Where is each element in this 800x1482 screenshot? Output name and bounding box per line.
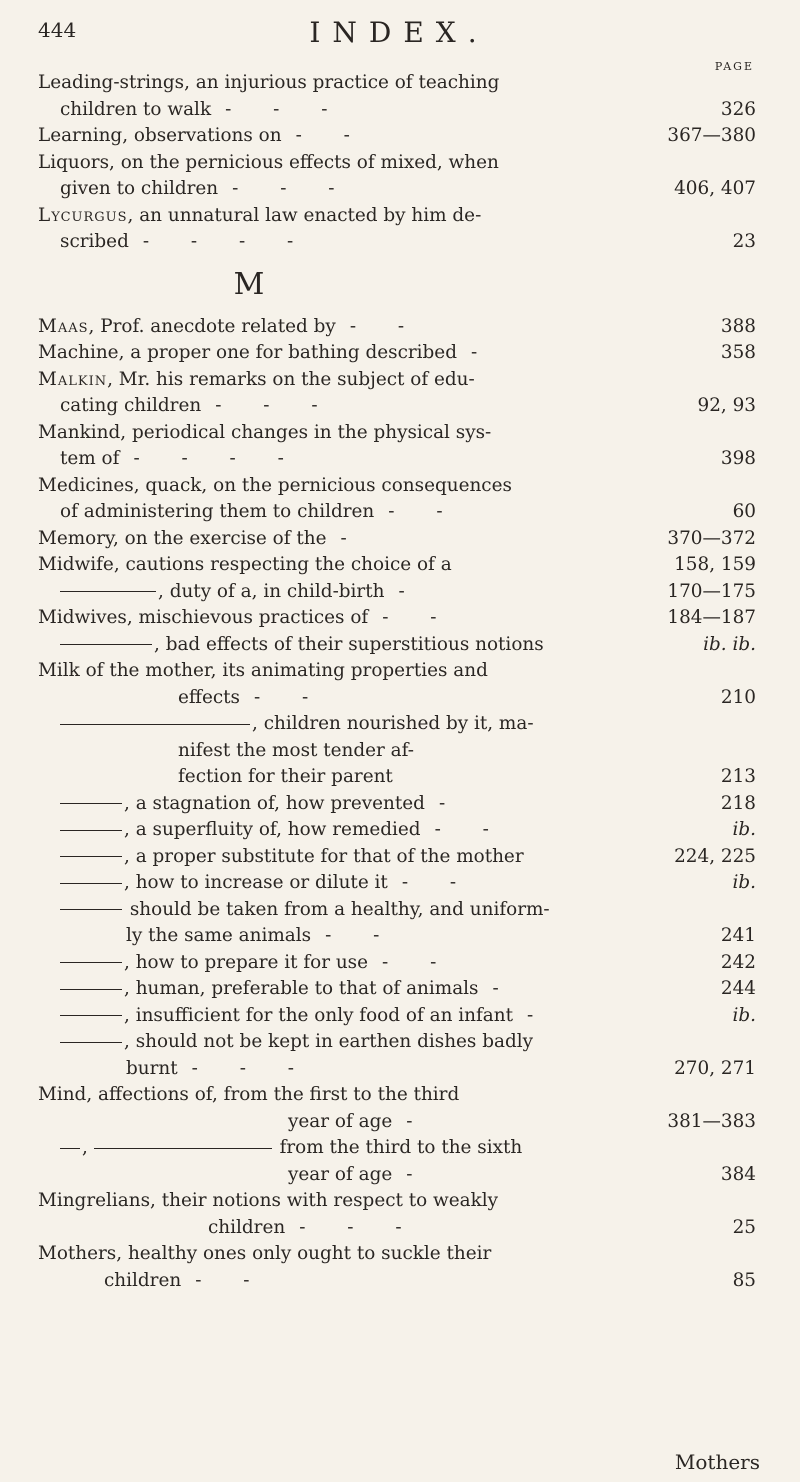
index-subentry: , how to increase or dilute it - - ib. xyxy=(38,870,760,897)
page-ref: 85 xyxy=(732,1269,756,1291)
page-ref: 370—372 xyxy=(667,527,756,549)
index-entry: Maas, Prof. anecdote related by - - 388 xyxy=(38,314,760,341)
index-entry: Memory, on the exercise of the - 370—372 xyxy=(38,526,760,553)
index-subentry: , insufficient for the only food of an infant - ib. xyxy=(38,1003,760,1030)
page-ref: 381—383 xyxy=(667,1110,756,1132)
index-entry: Midwife, cautions respecting the choice of a 158, 159 xyxy=(38,552,760,579)
index-subentry: , from the third to the sixth year of age - 384 xyxy=(38,1135,760,1188)
page-ref: 92, 93 xyxy=(697,395,756,416)
index-subentry: , children nourished by it, ma- nifest the most tender af- fection for their parent 213 xyxy=(38,711,760,791)
index-subentry: , duty of a, in child-birth - 170—175 xyxy=(38,579,760,606)
index-subentry: , bad effects of their superstitious notions ib. ib. xyxy=(38,632,760,659)
index-entries xyxy=(38,70,760,1294)
page-ref: ib. ib. xyxy=(703,633,756,655)
index-entry: Medicines, quack, on the pernicious consequences of administering them to children - - 60 xyxy=(38,473,760,526)
index-entry: Machine, a proper one for bathing described - 358 xyxy=(38,340,760,367)
index-subentry: , should not be kept in earthen dishes badly burnt - - - 270, 271 xyxy=(38,1029,760,1082)
index-entry: Lycurgus, an unnatural law enacted by him de- scribed - - - - 23 xyxy=(38,203,760,256)
index-entry: Mind, affections of, from the first to the third year of age - 381—383 xyxy=(38,1082,760,1135)
page-ref: 406, 407 xyxy=(674,178,756,199)
page-ref: 213 xyxy=(720,766,756,787)
index-entry: Learning, observations on - - 367—380 xyxy=(38,123,760,150)
page-ref: 384 xyxy=(720,1163,756,1185)
page-ref: 218 xyxy=(720,792,756,814)
index-entry: Leading-strings, an injurious practice of teaching children to walk - - - 326 xyxy=(38,70,760,123)
page-ref: ib. xyxy=(732,819,756,840)
page-ref: 224, 225 xyxy=(674,845,756,867)
index-subentry: , a superfluity of, how remedied - - ib. xyxy=(38,817,760,844)
page-ref: 60 xyxy=(732,501,756,522)
page-ref: 170—175 xyxy=(667,580,756,602)
page-number: 444 xyxy=(38,18,77,42)
page-ref: 326 xyxy=(720,98,756,120)
index-entry: Midwives, mischievous practices of - - 184—187 xyxy=(38,605,760,632)
page-ref: 241 xyxy=(720,925,756,946)
page-ref: 270, 271 xyxy=(674,1057,756,1079)
page-ref: 158, 159 xyxy=(674,554,756,575)
page-ref: ib. xyxy=(732,1004,756,1026)
page-ref: 23 xyxy=(732,231,756,252)
page-ref: ib. xyxy=(732,872,756,893)
running-head: INDEX. xyxy=(309,16,489,49)
page-ref: 244 xyxy=(720,978,756,999)
page-column-label: PAGE xyxy=(714,60,754,73)
page-ref: 184—187 xyxy=(667,607,756,628)
index-entry: Milk of the mother, its animating properties and effects - - 210 xyxy=(38,658,760,711)
page-header xyxy=(38,16,760,73)
index-subentry: , a stagnation of, how prevented - 218 xyxy=(38,791,760,818)
page-ref: 242 xyxy=(720,951,756,973)
section-letter: M xyxy=(233,266,265,302)
page-ref: 398 xyxy=(720,448,756,469)
page-ref: 367—380 xyxy=(667,125,756,146)
index-subentry: , human, preferable to that of animals - 244 xyxy=(38,976,760,1003)
catchword: Mothers xyxy=(674,1450,760,1474)
index-entry: Mingrelians, their notions with respect to weakly children - - - 25 xyxy=(38,1188,760,1241)
index-entry: Mothers, healthy ones only ought to suckle their children - - 85 xyxy=(38,1241,760,1294)
page-ref: 388 xyxy=(720,315,756,337)
index-entry: Malkin, Mr. his remarks on the subject of edu- cating children - - - 92, 93 xyxy=(38,367,760,420)
index-subentry: should be taken from a healthy, and uniform- ly the same animals - - 241 xyxy=(38,897,760,950)
index-entry: Liquors, on the pernicious effects of mixed, when given to children - - - 406, 407 xyxy=(38,150,760,203)
index-subentry: , a proper substitute for that of the mother 224, 225 xyxy=(38,844,760,871)
page-ref: 25 xyxy=(732,1216,756,1238)
page-ref: 358 xyxy=(720,342,756,363)
index-entry: Mankind, periodical changes in the physical sys- tem of - - - - 398 xyxy=(38,420,760,473)
index-subentry: , how to prepare it for use - - 242 xyxy=(38,950,760,977)
page-ref: 210 xyxy=(720,686,756,708)
